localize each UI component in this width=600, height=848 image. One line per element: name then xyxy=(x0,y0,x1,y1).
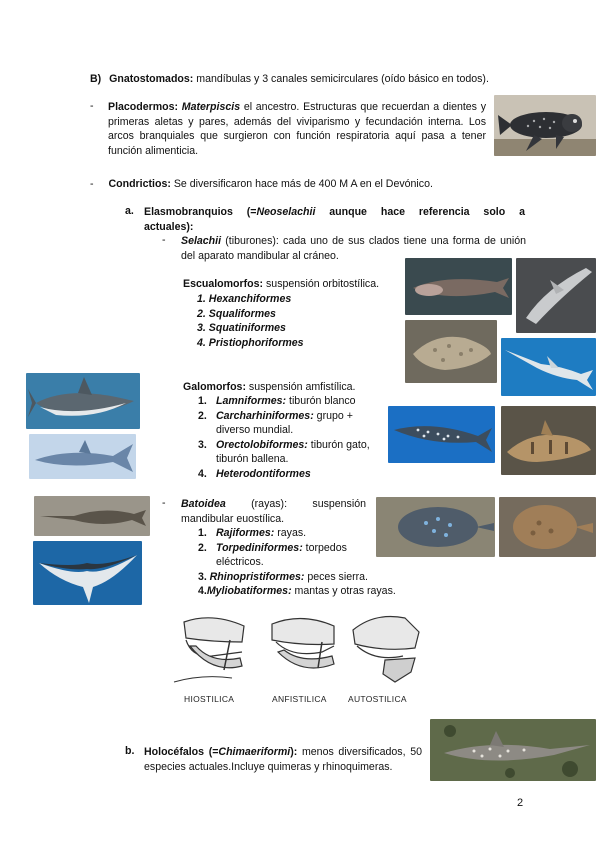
placodermos-paragraph xyxy=(108,100,486,158)
holocefalos-genus: Chimaeriformi xyxy=(218,746,291,758)
elasmobranquios-genus: Neoselachii xyxy=(256,206,316,218)
escualomorfos-text: suspensión orbitostílica. xyxy=(263,278,380,290)
batoidea-item: 3. Rhinopristiformes: peces sierra. xyxy=(198,570,368,583)
diagram-label-anfistilica: ANFISTILICA xyxy=(272,694,327,704)
section-b-heading xyxy=(90,72,489,86)
galomorfos-text: suspensión amfistílica. xyxy=(245,381,356,393)
sawfish-photo xyxy=(34,496,150,536)
section-b-marker: B) xyxy=(90,73,102,85)
galomorfos-title: Galomorfos: xyxy=(183,381,246,393)
galomorfos-heading xyxy=(183,380,356,394)
escualomorfos-heading xyxy=(183,277,379,291)
escualomorfos-item: 3. Squatiniformes xyxy=(197,322,286,334)
page-number: 2 xyxy=(517,797,524,809)
hiostilica-diagram xyxy=(172,612,252,690)
pristiophoriformes-photo xyxy=(501,338,596,396)
batoidea-list xyxy=(198,526,396,599)
white-shark-photo xyxy=(26,373,140,429)
elasmobranquios-paragraph xyxy=(144,205,525,234)
hexanchiformes-photo xyxy=(405,258,512,315)
selachii-bullet: - xyxy=(162,234,166,246)
anfistilica-diagram xyxy=(262,612,342,690)
whale-shark-photo xyxy=(388,406,495,463)
squaliformes-photo xyxy=(516,258,596,333)
condrictios-line xyxy=(90,177,433,191)
elasmobranquios-title: Elasmobranquios (= xyxy=(144,206,257,218)
condrictios-text: Se diversificaron hace más de 400 M A en el Devónico. xyxy=(170,178,433,190)
batoidea-item: 4. Myliobatiformes: mantas y otras rayas. xyxy=(198,585,396,597)
holocefalos-marker: b. xyxy=(125,745,135,757)
galomorfos-item: 1. Lamniformes: tiburón blanco xyxy=(198,395,356,407)
batoidea-item: 1. Rajiformes: rayas. xyxy=(198,527,307,539)
batoidea-bullet: - xyxy=(162,497,166,509)
placodermos-bullet: - xyxy=(90,100,94,112)
selachii-name: Selachii xyxy=(181,235,222,247)
elasmobranquios-text: aunque hace referencia solo a actuales): xyxy=(144,206,525,233)
autostilica-diagram xyxy=(345,612,425,690)
materpiscis-photo xyxy=(494,95,596,156)
squatiniformes-photo xyxy=(405,320,497,383)
blue-shark-photo xyxy=(29,434,136,479)
horn-shark-photo xyxy=(501,406,596,475)
batoidea-item: 2. Torpediniformes: torpedos eléctricos. xyxy=(198,541,347,568)
section-b-text: mandíbulas y 3 canales semicirculares (oído básico en todos). xyxy=(193,73,489,85)
escualomorfos-item: 4. Pristiophoriformes xyxy=(197,336,304,349)
holocefalos-close: ): xyxy=(290,746,298,758)
batoidea-text: (rayas): suspensión mandibular euostílica. xyxy=(181,498,366,525)
placodermos-title: Placodermos: xyxy=(108,101,179,113)
placodermos-text: el ancestro. Estructuras que recuerdan a dientes y primeras aletas y pares, además del viviparismo y fecundación interna. Los arcos branquiales que surgieron con función respiratoria aquí pasa a tener función alimenticia. xyxy=(108,101,486,157)
batoidea-name: Batoidea xyxy=(181,498,226,510)
galomorfos-item: 3. Orectolobiformes: tiburón gato, tiburón ballena. xyxy=(198,438,370,465)
holocefalos-text: menos diversificados, 50 especies actuales.Incluye quimeras y rhinoquimeras. xyxy=(144,746,422,773)
galomorfos-item: 2. Carcharhiniformes: grupo + diverso mundial. xyxy=(198,409,353,436)
galomorfos-item: 4. Heterodontiformes xyxy=(198,467,311,480)
batoidea-paragraph xyxy=(181,497,366,526)
holocefalos-paragraph xyxy=(144,745,422,774)
chimaera-photo xyxy=(430,719,596,781)
selachii-text: (tiburones): cada uno de sus clados tiene una forma de unión del aparato mandibular al cráneo. xyxy=(181,235,526,262)
elasmobranquios-marker: a. xyxy=(125,205,134,217)
torpedo-ray-photo xyxy=(499,497,596,557)
escualomorfos-list xyxy=(197,292,304,350)
escualomorfos-item: 2. Squaliformes xyxy=(197,307,276,320)
escualomorfos-item: 1. Hexanchiformes xyxy=(197,293,292,305)
placodermos-genus: Materpiscis xyxy=(181,101,241,113)
diagram-label-autostilica: AUTOSTILICA xyxy=(348,694,407,704)
condrictios-title: Condrictios: xyxy=(108,178,171,190)
galomorfos-list xyxy=(198,394,383,481)
manta-photo xyxy=(33,541,142,605)
stingray-photo xyxy=(376,497,495,557)
condrictios-bullet: - xyxy=(90,178,94,190)
holocefalos-title: Holocéfalos (= xyxy=(144,746,219,758)
section-b-title: Gnatostomados: xyxy=(109,73,194,85)
escualomorfos-title: Escualomorfos: xyxy=(183,278,264,290)
diagram-label-hiostilica: HIOSTILICA xyxy=(184,694,235,704)
